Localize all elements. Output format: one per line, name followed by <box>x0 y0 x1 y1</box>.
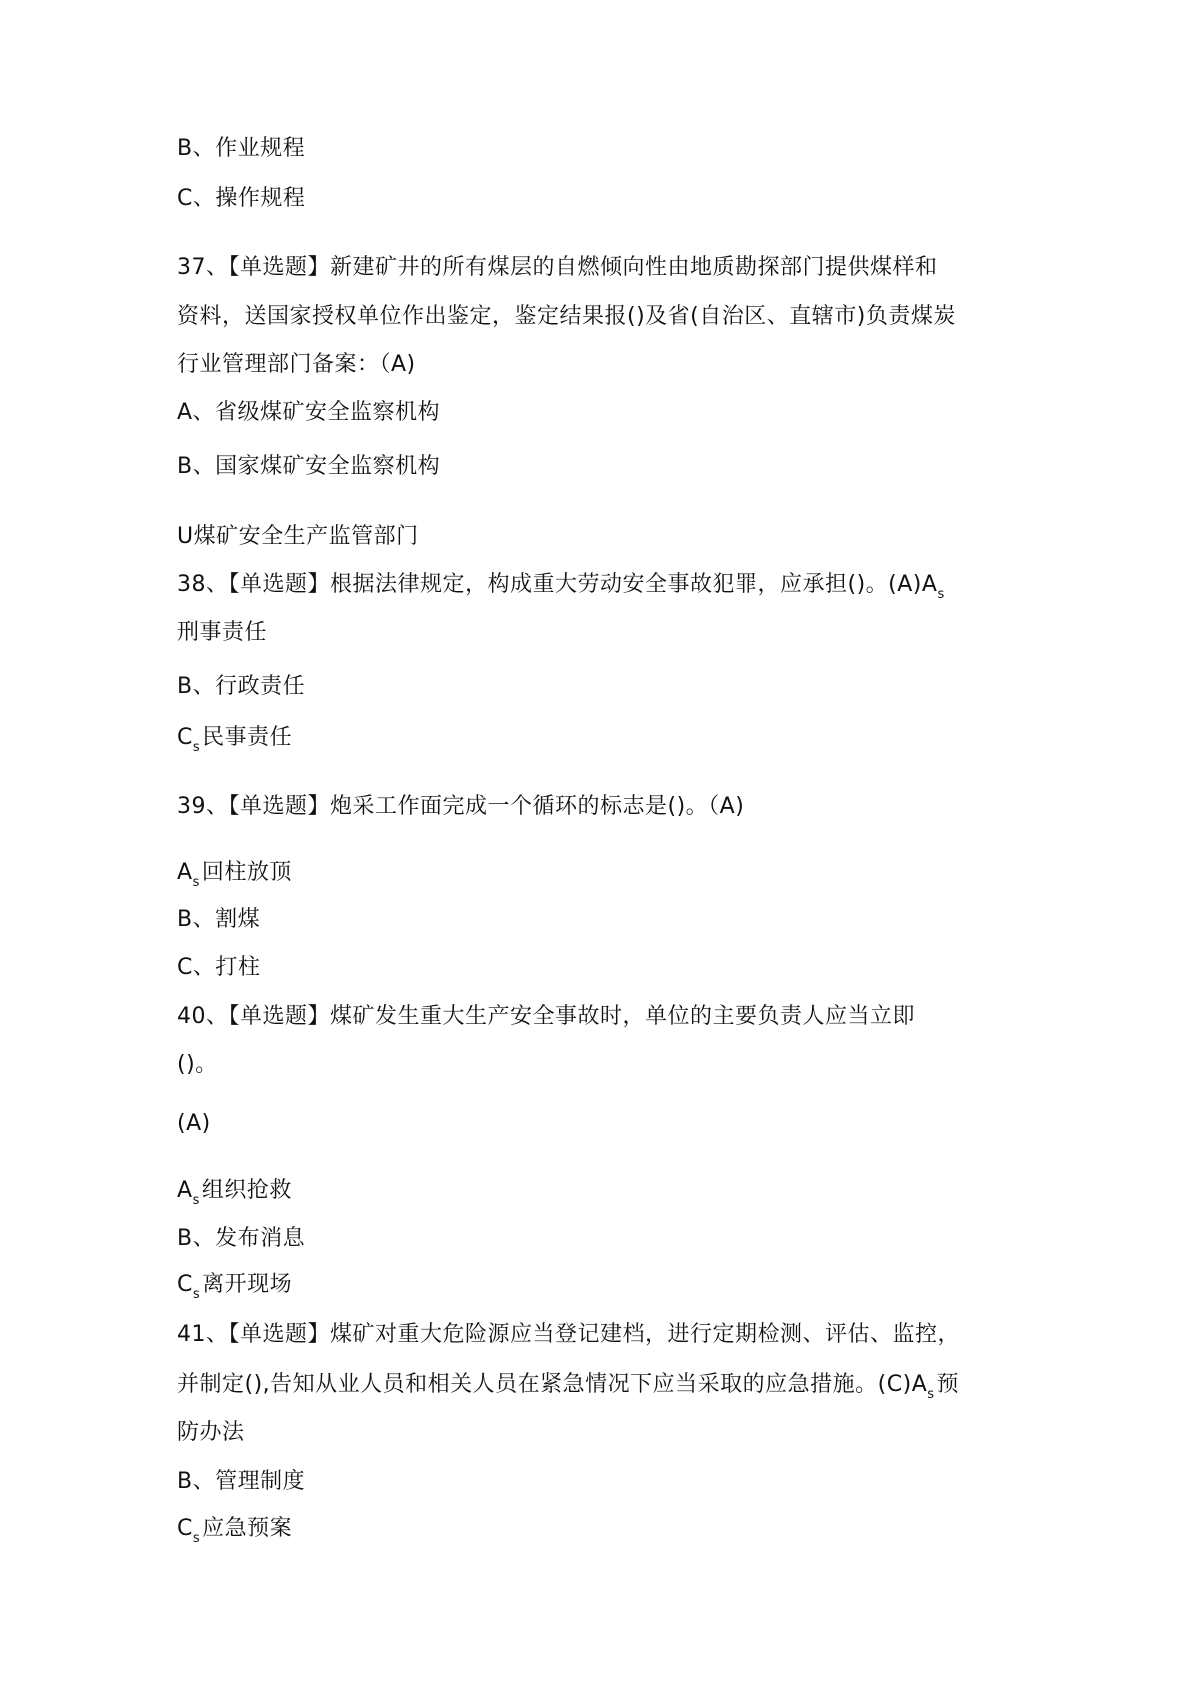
question-39-line-1: 39、【单选题】炮采工作面完成一个循环的标志是()。（A) <box>177 794 745 819</box>
option-38-b: B、行政责任 <box>177 674 306 699</box>
option-39-b: B、割煤 <box>177 907 261 932</box>
question-41-line-2: 并制定(),告知从业人员和相关人员在紧急情况下应当采取的应急措施。$(C)A_s$预 <box>177 1372 960 1402</box>
question-37-line-2: 资料，送国家授权单位作出鉴定，鉴定结果报()及省(自治区、直辖市)负责煤炭 <box>177 304 956 329</box>
option-38-a: 刑事责任 <box>177 620 268 645</box>
option-37-a: A、省级煤矿安全监察机构 <box>177 400 441 425</box>
option-36-b: B、作业规程 <box>177 136 306 161</box>
option-39-a: $A_s$回柱放顶 <box>177 860 292 890</box>
question-37-line-3: 行业管理部门备案：（A) <box>177 352 416 377</box>
option-40-a: $A_s$组织抢救 <box>177 1178 292 1208</box>
option-41-a: 防办法 <box>177 1420 245 1445</box>
question-41-line-1: 41、【单选题】煤矿对重大危险源应当登记建档，进行定期检测、评估、监控， <box>177 1322 960 1347</box>
answer-40: (A) <box>177 1111 211 1136</box>
option-39-c: C、打柱 <box>177 955 261 980</box>
option-36-c: C、操作规程 <box>177 186 306 211</box>
option-40-b: B、发布消息 <box>177 1226 306 1251</box>
option-37-c: U煤矿安全生产监管部门 <box>177 524 419 549</box>
question-37-line-1: 37、【单选题】新建矿井的所有煤层的自燃倾向性由地质勘探部门提供煤样和 <box>177 255 938 280</box>
question-38-line-1: 38、【单选题】根据法律规定，构成重大劳动安全事故犯罪，应承担()。$(A)A_s$ <box>177 572 945 602</box>
option-37-b: B、国家煤矿安全监察机构 <box>177 454 441 479</box>
option-41-b: B、管理制度 <box>177 1469 306 1494</box>
question-40-line-2: ()。 <box>177 1052 218 1077</box>
question-40-line-1: 40、【单选题】煤矿发生重大生产安全事故时，单位的主要负责人应当立即 <box>177 1004 915 1029</box>
option-38-c: $C_s$民事责任 <box>177 725 293 755</box>
option-41-c: $C_s$应急预案 <box>177 1516 293 1546</box>
option-40-c: $C_s$离开现场 <box>177 1272 293 1302</box>
